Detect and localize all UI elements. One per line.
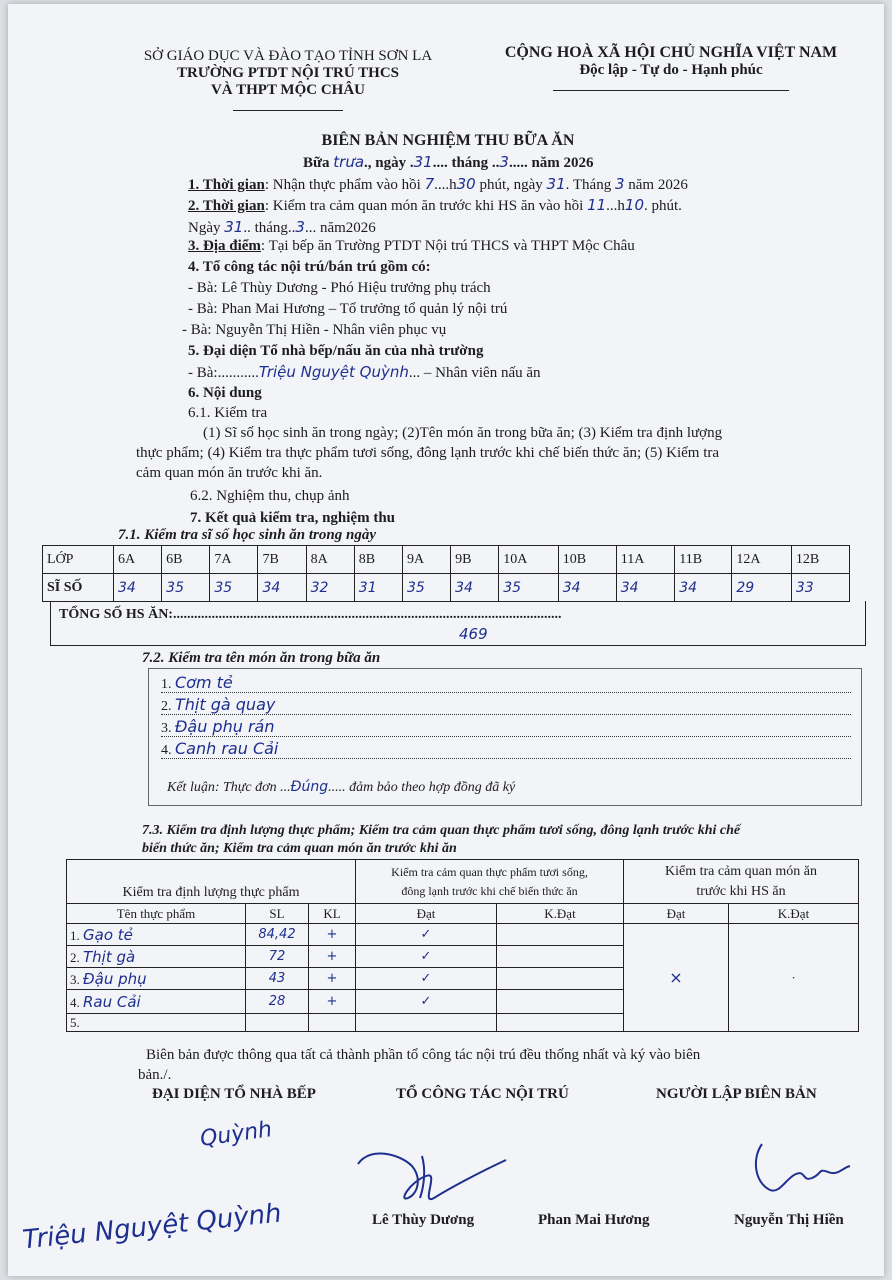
header-right <box>486 44 856 79</box>
section-2-h: h <box>617 198 625 214</box>
food-4-name-cell <box>67 990 246 1014</box>
section-1-text-a: : Nhận thực phẩm vào hồi <box>264 177 421 193</box>
food-2-name-cell <box>67 946 246 968</box>
food-3-kdat <box>497 968 624 990</box>
header-right-rule <box>553 90 789 91</box>
count-7b: 34 <box>258 574 306 602</box>
section-5-suffix: – Nhân viên nấu ăn <box>423 365 541 381</box>
meal-value: trưa <box>333 153 365 171</box>
food-table-group-header <box>67 860 859 904</box>
menu-conclusion <box>167 779 515 796</box>
food-1-name: Gạo tẻ <box>83 925 133 944</box>
food-2-name: Thịt gà <box>83 947 136 966</box>
group-meal-line1: Kiểm tra cảm quan món ăn <box>664 863 817 879</box>
group-fresh-line2: đông lạnh trước khi chế biến thức ăn <box>401 883 578 898</box>
food-2-dat: ✓ <box>356 946 497 968</box>
count-6a: 34 <box>114 574 162 602</box>
class-10a: 10A <box>499 546 558 574</box>
kitchen-signature: Quỳnh <box>198 1117 274 1152</box>
class-11a: 11A <box>616 546 675 574</box>
section-2-line2: Ngày 31.. tháng..3... năm2026 <box>188 218 376 236</box>
kitchen-handwritten-name: Triệu Nguyệt Quỳnh <box>21 1198 283 1256</box>
count-10a: 35 <box>499 574 558 602</box>
year-label: ..... năm 2026 <box>508 155 594 171</box>
count-7a: 35 <box>210 574 258 602</box>
food-4-name: Rau Cải <box>83 992 141 1011</box>
count-11a: 34 <box>616 574 675 602</box>
food-5-kdat <box>497 1014 624 1032</box>
col-sl: SL <box>246 904 309 924</box>
country-name: CỘNG HOÀ XÃ HỘI CHỦ NGHĨA VIỆT NAM <box>504 44 838 61</box>
dish-4 <box>161 739 851 759</box>
food-5-sl <box>246 1014 309 1032</box>
food-1-name-cell <box>67 924 246 946</box>
food-1-num: 1. <box>70 927 80 943</box>
conclusion-suffix: ..... đảm bảo theo hợp đồng đã ký <box>328 780 516 795</box>
food-3-sl: 43 <box>246 968 309 990</box>
section-2: 2. Thời gian: Kiểm tra cảm quan món ăn trước khi HS ăn vào hồi 11...h10. phút. <box>188 196 682 214</box>
food-5-name-cell <box>67 1014 246 1032</box>
class-9b: 9B <box>451 546 499 574</box>
food-4-num: 4. <box>70 994 80 1010</box>
count-label: SĨ SỐ <box>43 574 114 602</box>
col-kl: KL <box>309 904 356 924</box>
col-meal-dat: Đạt <box>624 904 729 924</box>
count-9a: 35 <box>402 574 450 602</box>
food-check-table <box>66 859 859 1032</box>
col-fresh-kdat: K.Đạt <box>497 904 624 924</box>
school-name-line1: TRƯỜNG PTDT NỘI TRÚ THCS <box>177 65 399 81</box>
total-label-text: TỔNG SỐ HS ĂN: <box>59 607 173 622</box>
section-7-1: 7.1. Kiểm tra sĩ số học sinh ăn trong ngày <box>118 527 376 543</box>
group-meal-check <box>624 860 859 904</box>
meal-kdat-cell: · <box>729 924 859 1032</box>
class-label: LỚP <box>43 546 114 574</box>
cook-name: Triệu Nguyệt Quỳnh <box>258 363 409 381</box>
count-8b: 31 <box>354 574 402 602</box>
receive-hour: 7 <box>424 175 435 193</box>
team-title: TỔ CÔNG TÁC NỘI TRÚ <box>396 1086 569 1102</box>
section-7-3-line2: biến thức ăn; Kiểm tra cảm quan món ăn trước khi ăn <box>142 841 457 856</box>
dish-1-name: Cơm tẻ <box>175 673 233 692</box>
team-name-2: Phan Mai Hương <box>538 1212 650 1228</box>
section-2-text-c: phút. <box>651 198 682 214</box>
section-1: 1. Thời gian: Nhận thực phẩm vào hồi 7....h30 phút, ngày 31. Tháng 3 năm 2026 <box>188 175 688 193</box>
class-row <box>43 546 850 574</box>
writer-name: Nguyễn Thị Hiền <box>734 1212 844 1228</box>
count-row <box>43 574 850 602</box>
writer-title: NGƯỜI LẬP BIÊN BẢN <box>656 1086 817 1102</box>
section-5-line: - Bà:...........Triệu Nguyệt Quỳnh... – Nhân viên nấu ăn <box>188 363 541 381</box>
dish-4-name: Canh rau Cải <box>175 739 279 758</box>
total-label: TỔNG SỐ HS ĂN:............................................................................................................... <box>59 607 562 622</box>
food-3-dat: ✓ <box>356 968 497 990</box>
section-1-h: h <box>449 177 457 193</box>
day-label: ., ngày . <box>364 155 414 171</box>
section-1-text-e: năm 2026 <box>628 177 688 193</box>
document-page <box>8 4 884 1276</box>
dish-box <box>148 668 862 806</box>
dish-3 <box>161 717 851 737</box>
class-count-table <box>42 545 850 602</box>
department-name: SỞ GIÁO DỤC VÀ ĐÀO TẠO TỈNH SƠN LA <box>143 48 433 64</box>
count-11b: 34 <box>675 574 732 602</box>
count-12a: 29 <box>732 574 791 602</box>
meal-label: Bữa <box>303 155 330 171</box>
section-1-text-d: Tháng <box>572 177 612 193</box>
col-fresh-dat: Đạt <box>356 904 497 924</box>
header-left-rule <box>233 110 343 111</box>
dish-1-num: 1. <box>161 677 172 692</box>
section-3 <box>188 238 635 255</box>
class-7a: 7A <box>210 546 258 574</box>
writer-signature-scribble <box>750 1138 860 1198</box>
col-meal-kdat: K.Đạt <box>729 904 859 924</box>
dish-1 <box>161 673 851 693</box>
section-2-text-a: : Kiểm tra cảm quan món ăn trước khi HS ăn vào hồi <box>264 198 584 214</box>
class-6b: 6B <box>162 546 210 574</box>
class-6a: 6A <box>114 546 162 574</box>
dish-4-num: 4. <box>161 743 172 758</box>
section-6-1: 6.1. Kiểm tra <box>188 405 268 421</box>
food-3-num: 3. <box>70 971 80 987</box>
section-2-year: năm2026 <box>319 220 376 236</box>
receive-day: 31 <box>546 175 566 193</box>
section-6-para-1: (1) Sĩ số học sinh ăn trong ngày; (2)Tên món ăn trong bữa ăn; (3) Kiểm tra định lượng <box>203 425 723 441</box>
class-11b: 11B <box>675 546 732 574</box>
dish-3-name: Đậu phụ rán <box>175 717 275 736</box>
food-table-col-header <box>67 904 859 924</box>
dish-2-num: 2. <box>161 699 172 714</box>
check-hour: 11 <box>587 196 607 214</box>
section-7-2: 7.2. Kiểm tra tên món ăn trong bữa ăn <box>142 650 381 666</box>
member-2: - Bà: Phan Mai Hương – Tổ trưởng tổ quản lý nội trú <box>188 301 508 317</box>
dish-3-num: 3. <box>161 721 172 736</box>
check-day: 31 <box>224 218 244 236</box>
receive-month: 3 <box>614 175 625 193</box>
food-5-dat <box>356 1014 497 1032</box>
section-2-day-label: Ngày <box>188 220 221 236</box>
class-8a: 8A <box>306 546 354 574</box>
motto: Độc lập - Tự do - Hạnh phúc <box>579 62 763 78</box>
section-1-label: 1. Thời gian <box>188 177 265 193</box>
section-6-2: 6.2. Nghiệm thu, chụp ảnh <box>190 488 350 504</box>
member-1: - Bà: Lê Thùy Dương - Phó Hiệu trưởng phụ trách <box>188 280 491 296</box>
class-10b: 10B <box>558 546 616 574</box>
food-2-kl: + <box>309 946 356 968</box>
food-1-kl: + <box>309 924 356 946</box>
class-7b: 7B <box>258 546 306 574</box>
class-12a: 12A <box>732 546 791 574</box>
food-1-sl: 84,42 <box>246 924 309 946</box>
group-meal-line2: trước khi HS ăn <box>696 883 786 899</box>
food-1-kdat <box>497 924 624 946</box>
section-7-heading: 7. Kết quả kiểm tra, nghiệm thu <box>190 510 396 526</box>
month-value: 3 <box>499 153 509 171</box>
team-signature-scribble <box>350 1136 510 1216</box>
section-3-text: : Tại bếp ăn Trường PTDT Nội trú THCS và THPT Mộc Châu <box>260 238 635 254</box>
class-12b: 12B <box>791 546 849 574</box>
class-8b: 8B <box>354 546 402 574</box>
kitchen-rep-title: ĐẠI DIỆN TỔ NHÀ BẾP <box>152 1086 316 1102</box>
col-food-name: Tên thực phẩm <box>67 904 246 924</box>
school-name-line2: VÀ THPT MỘC CHÂU <box>210 82 366 98</box>
section-5-prefix: - Bà: <box>188 365 218 381</box>
food-4-dat: ✓ <box>356 990 497 1014</box>
class-9a: 9A <box>402 546 450 574</box>
day-value: 31 <box>413 153 433 171</box>
total-box <box>50 601 866 646</box>
conclusion-value: Đúng <box>290 779 329 795</box>
section-4-heading: 4. Tổ công tác nội trú/bán trú gồm có: <box>188 259 431 275</box>
dish-2 <box>161 695 851 715</box>
closing-line1: Biên bản được thông qua tất cả thành phần tổ công tác nội trú đều thống nhất và ký vào biên <box>146 1047 701 1063</box>
check-month: 3 <box>295 218 305 236</box>
closing-line2: bản./. <box>138 1067 172 1083</box>
food-row-1 <box>67 924 859 946</box>
group-quantity: Kiểm tra định lượng thực phẩm <box>67 860 356 904</box>
food-2-num: 2. <box>70 949 80 965</box>
food-1-dat: ✓ <box>356 924 497 946</box>
dish-2-name: Thịt gà quay <box>175 695 276 714</box>
team-name-1: Lê Thùy Dương <box>372 1212 475 1228</box>
food-3-name: Đậu phụ <box>83 969 147 988</box>
check-minute: 10 <box>624 196 644 214</box>
receive-minute: 30 <box>456 175 476 193</box>
meal-dat-mark: × <box>624 924 729 1032</box>
food-2-kdat <box>497 946 624 968</box>
section-2-label: 2. Thời gian <box>188 198 265 214</box>
food-3-name-cell <box>67 968 246 990</box>
count-10b: 34 <box>558 574 616 602</box>
food-3-kl: + <box>309 968 356 990</box>
count-9b: 34 <box>451 574 499 602</box>
section-3-label: 3. Địa điểm <box>188 238 261 254</box>
meal-line <box>303 153 594 172</box>
food-5-kl <box>309 1014 356 1032</box>
food-2-sl: 72 <box>246 946 309 968</box>
food-5-num: 5. <box>70 1014 80 1030</box>
food-4-kdat <box>497 990 624 1014</box>
section-6-para-2: thực phẩm; (4) Kiểm tra thực phẩm tươi sống, đông lạnh trước khi chế biến thức ăn; (5) Kiểm tra <box>136 445 720 461</box>
food-4-kl: + <box>309 990 356 1014</box>
month-label: .... tháng .. <box>432 155 500 171</box>
count-8a: 32 <box>306 574 354 602</box>
group-fresh-line1: Kiểm tra cảm quan thực phẩm tươi sống, <box>391 864 588 879</box>
section-6-heading: 6. Nội dung <box>188 385 262 401</box>
section-2-month-label: tháng <box>254 220 288 236</box>
count-12b: 33 <box>791 574 849 602</box>
group-fresh-check <box>356 860 624 904</box>
section-7-3-line1: 7.3. Kiểm tra định lượng thực phẩm; Kiểm tra cảm quan thực phẩm tươi sống, đông lạnh trước khi chế <box>142 823 741 838</box>
section-5-heading: 5. Đại diện Tổ nhà bếp/nấu ăn của nhà trường <box>188 343 484 359</box>
total-value: 469 <box>459 625 488 643</box>
header-left <box>118 48 458 99</box>
section-6-para-3: cảm quan món ăn trước khi ăn. <box>136 465 323 481</box>
count-6b: 35 <box>162 574 210 602</box>
member-3: - Bà: Nguyễn Thị Hiền - Nhân viên phục vụ <box>182 322 447 338</box>
conclusion-prefix: Kết luận: Thực đơn ... <box>167 780 291 795</box>
food-4-sl: 28 <box>246 990 309 1014</box>
section-1-text-c: phút, ngày <box>479 177 543 193</box>
document-title: BIÊN BẢN NGHIỆM THU BỮA ĂN <box>321 132 575 149</box>
